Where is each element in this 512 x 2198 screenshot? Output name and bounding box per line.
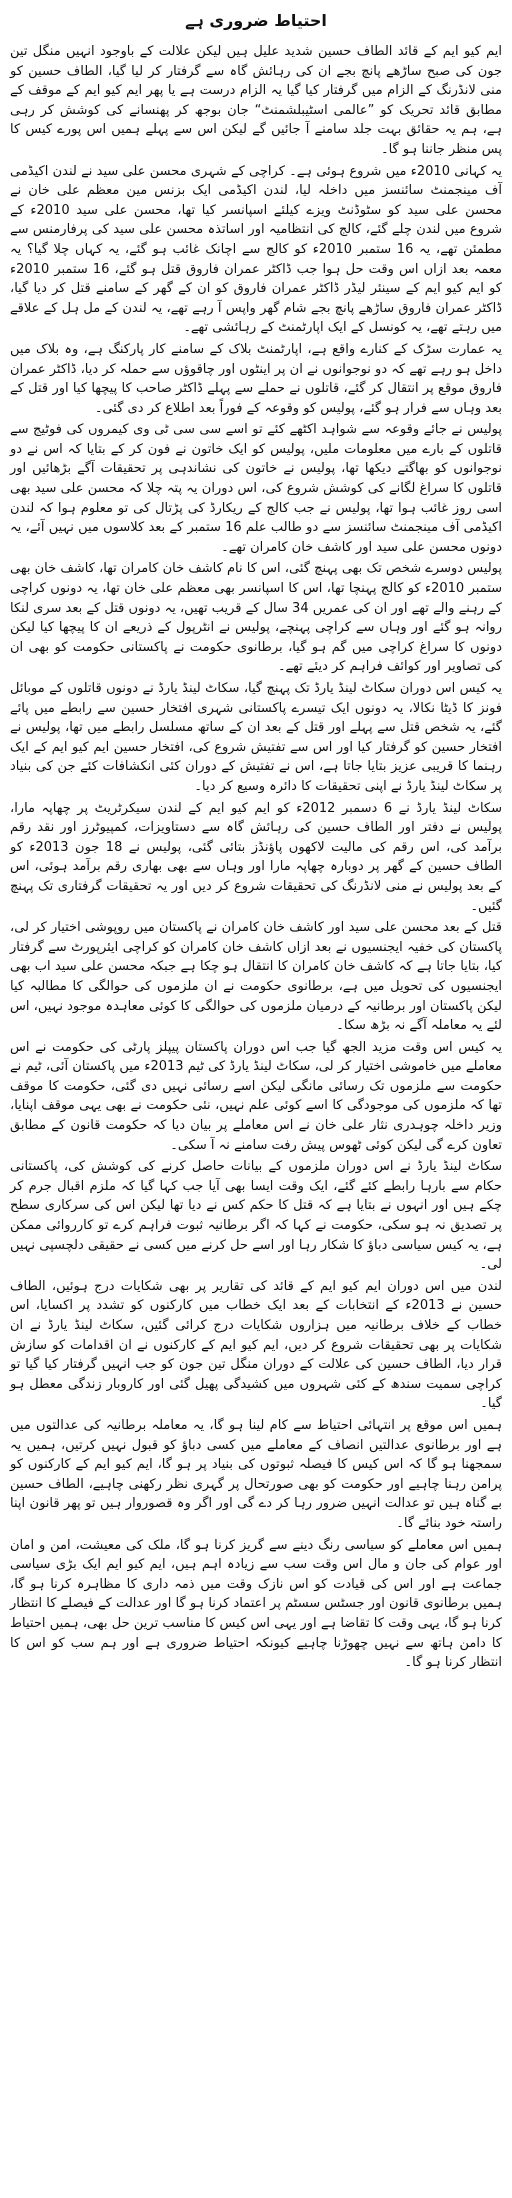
paragraph-12: ہمیں اس موقع پر انتہائی احتیاط سے کام لینا ہو گا، یہ معاملہ برطانیہ کی عدالتوں میں ہے اور برطانوی عدالتیں انصاف کے معاملے میں کسی دباؤ کو قبول نہیں کرتیں، ہمیں یہ سمجھنا ہو گا کہ اس کیس کا فیصلہ ثبوتوں کی بنیاد پر ہو گا، ایم کیو ایم کے کارکنوں کو پرامن رہنا چاہیے اور حکومت کو بھی صورتحال پر گہری نظر رکھنی چاہیے، الطاف حسین بے گناہ ہیں تو عدالت انہیں ضرور رہا کر دے گی اور اگر وہ قصوروار ہیں تو پھر قانون اپنا راستہ خود بنائے گا۔ (10, 1417, 502, 1531)
paragraph-7: سکاٹ لینڈ یارڈ نے 6 دسمبر 2012ء کو ایم کیو ایم کے لندن سیکرٹریٹ پر چھاپہ مارا، پولیس نے دفتر اور الطاف حسین کی رہائش گاہ سے دستاویزات، کمپیوٹرز اور نقد رقم برآمد کی، اس رقم کی مالیت لاکھوں پاؤنڈز بتائی گئی، پولیس نے 18 جون 2013ء کو الطاف حسین کے گھر پر دوبارہ چھاپہ مارا اور وہاں سے بھی بھاری رقم برآمد ہوئی، اس کے بعد پولیس نے منی لانڈرنگ کی تحقیقات شروع کر دیں اور یہ تحقیقات گرفتاری تک پہنچ گئیں۔ (10, 800, 502, 914)
paragraph-11: لندن میں اس دوران ایم کیو ایم کے قائد کی تقاریر پر بھی شکایات درج ہوئیں، الطاف حسین نے 2013ء کے انتخابات کے بعد ایک خطاب میں کارکنوں کو تشدد پر اکسایا، اس خطاب کے خلاف برطانیہ میں ہزاروں شکایات درج کرائی گئیں، سکاٹ لینڈ یارڈ نے ان شکایات پر بھی تحقیقات شروع کر دیں، ایم کیو ایم کے کارکنوں نے ان اقدامات کو سازش قرار دیا، الطاف حسین کی علالت کے دوران منگل تین جون کو جب انہیں گرفتار کیا گیا تو کراچی سمیت سندھ کے کئی شہروں میں کشیدگی پھیل گئی اور کاروبار زندگی معطل ہو گیا۔ (10, 1278, 502, 1412)
paragraph-13: ہمیں اس معاملے کو سیاسی رنگ دینے سے گریز کرنا ہو گا، ملک کی معیشت، امن و امان اور عوام کی جان و مال اس وقت سب سے زیادہ اہم ہیں، ایم کیو ایم ایک بڑی سیاسی جماعت ہے اور اس کی قیادت کو اس نازک وقت میں ذمہ داری کا مظاہرہ کرنا ہو گا، ہمیں برطانوی قانون اور جسٹس سسٹم پر اعتماد کرنا ہو گا اور عدالت کے فیصلے کا انتظار کرنا ہو گا، یہی وقت کا تقاضا ہے اور یہی اس کیس کا مناسب ترین حل بھی، ہمیں احتیاط کا دامن ہاتھ سے نہیں چھوڑنا چاہیے کیونکہ احتیاط ضروری ہے اور ہم سب کو اس کا انتظار کرنا ہو گا۔ (10, 1537, 502, 1671)
paragraph-4: پولیس نے جائے وقوعہ سے شواہد اکٹھے کئے تو اسے سی سی ٹی وی کیمروں کی فوٹیج سے قاتلوں کے بارے میں معلومات ملیں، پولیس کو ایک خاتون نے فون کر کے بتایا کہ اس نے دو نوجوانوں کو بھاگتے دیکھا تھا، پولیس نے خاتون کی نشاندہی پر تحقیقات آگے بڑھائیں اور قاتلوں کا سراغ لگانے کی کوشش شروع کی، اس دوران یہ پتہ چلا کہ محسن علی سید بھی اسی روز غائب ہوا تھا، پولیس نے جب کالج کے ریکارڈ کی پڑتال کی تو معلوم ہوا کہ لندن اکیڈمی آف مینجمنٹ سائنسز سے دو طالب علم 16 ستمبر کے بعد کلاسوں میں نہیں آئے، یہ دونوں محسن علی سید اور کاشف خان کامران تھے۔ (10, 422, 502, 555)
paragraph-1: ایم کیو ایم کے قائد الطاف حسین شدید علیل ہیں لیکن علالت کے باوجود انہیں منگل تین جون کی صبح ساڑھے پانچ بجے ان کی رہائش گاہ سے گرفتار کر لیا گیا، الطاف حسین کو منی لانڈرنگ کے الزام میں گرفتار کیا گیا یہ الزام درست ہے یا پھر ایم کیو ایم کے موقف کے مطابق قائد تحریک کو ”عالمی اسٹیبلشمنٹ“ جان بوجھ کر پھنسانے کی کوشش کر رہی ہے، ہم یہ حقائق بہت جلد سامنے آ جائیں گے لیکن اس سے پہلے ہمیں اس پورے کیس کا پس منظر جاننا ہو گا۔ (10, 44, 502, 157)
paragraph-8: قتل کے بعد محسن علی سید اور کاشف خان کامران نے پاکستان میں روپوشی اختیار کر لی، پاکستان کی خفیہ ایجنسیوں نے بعد ازاں کاشف خان کامران کو کراچی ایئرپورٹ سے گرفتار کیا، بتایا جاتا ہے کہ کاشف خان کامران کا انتقال ہو چکا ہے جبکہ محسن علی سید اب بھی ایجنسیوں کی تحویل میں ہے، برطانوی حکومت نے ان ملزموں کی حوالگی کا مطالبہ کیا لیکن پاکستان اور برطانیہ کے درمیان ملزموں کی حوالگی کا کوئی معاہدہ موجود نہیں، اس لئے یہ معاملہ آگے نہ بڑھ سکا۔ (10, 920, 502, 1034)
paragraph-6: یہ کیس اس دوران سکاٹ لینڈ یارڈ تک پہنچ گیا، سکاٹ لینڈ یارڈ نے دونوں قاتلوں کے موبائل فونز کا ڈیٹا نکالا، یہ دونوں ایک تیسرے پاکستانی شہری افتخار حسین سے رابطے میں پائے گئے، یہ شخص قتل سے پہلے اور قتل کے بعد ان کے ساتھ مسلسل رابطے میں تھا، پولیس نے افتخار حسین کو گرفتار کیا اور اس سے تفتیش شروع کی، افتخار حسین ایم کیو ایم کے ایک رہنما کا قریبی عزیز بتایا جاتا ہے، اس نے تفتیش کے دوران کئی انکشافات کئے جن کی بنیاد پر سکاٹ لینڈ یارڈ نے اپنی تحقیقات کا دائرہ وسیع کر دیا۔ (10, 681, 502, 794)
paragraph-10: سکاٹ لینڈ یارڈ نے اس دوران ملزموں کے بیانات حاصل کرنے کی کوشش کی، پاکستانی حکام سے بارہا رابطے کئے گئے، ایک وقت ایسا بھی آیا جب کہا گیا کہ ملزم اقبال جرم کر چکے ہیں اور انہوں نے بتایا ہے کہ قتل کا حکم کس نے دیا تھا لیکن اس کی سرکاری سطح پر تصدیق نہ ہو سکی، حکومت نے کہا کہ اگر برطانیہ ثبوت فراہم کرے تو کارروائی ممکن ہے، یہ کیس سیاسی دباؤ کا شکار رہا اور اسے حل کرنے میں کسی نے حقیقی دلچسپی نہیں لی۔ (10, 1159, 502, 1273)
paragraph-3: یہ عمارت سڑک کے کنارے واقع ہے، اپارٹمنٹ بلاک کے سامنے کار پارکنگ ہے، وہ بلاک میں داخل ہو رہے تھے کہ دو نوجوانوں نے ان پر اینٹوں اور چاقوؤں سے حملہ کر دیا، ڈاکٹر عمران فاروق موقع پر انتقال کر گئے، قاتلوں نے حملے سے پہلے ڈاکٹر صاحب کا پیچھا کیا اور قتل کے بعد وہاں سے فرار ہو گئے، پولیس کو وقوعہ کے فوراً بعد اطلاع کر دی گئی۔ (10, 341, 502, 416)
article-title: احتیاط ضروری ہے (185, 11, 327, 30)
paragraph-2: یہ کہانی 2010ء میں شروع ہوئی ہے۔ کراچی کے شہری محسن علی سید نے لندن اکیڈمی آف مینجمنٹ سائنسز میں داخلہ لیا، لندن اکیڈمی ایک بزنس مین معظم علی خان نے محسن علی سید کو سٹوڈنٹ ویزے کیلئے اسپانسر کیا تھا، محسن علی سید 2010ء کے شروع میں لندن چلے گئے، کالج کی انتظامیہ اور اساتذہ محسن علی سید کی پرفارمنس سے مطمئن تھے، یہ 16 ستمبر 2010ء کو کالج سے اچانک غائب ہو گئے، یہ کہاں چلا گیا؟ یہ معمہ بعد ازاں اس وقت حل ہوا جب ڈاکٹر عمران فاروق قتل ہو گئے، 16 ستمبر 2010ء کو ایم کیو ایم کے سینئر لیڈر ڈاکٹر عمران فاروق کو ان کے گھر کے سامنے قتل کر دیا گیا، ڈاکٹر عمران فاروق ساڑھے پانچ بجے شام گھر واپس آ رہے تھے، یہ لندن کے مل ہل کے علاقے میں رہتے تھے، یہ کونسل کے ایک اپارٹمنٹ کے رہائشی تھے۔ (10, 163, 502, 336)
paragraph-5: پولیس دوسرے شخص تک بھی پہنچ گئی، اس کا نام کاشف خان کامران تھا، کاشف خان بھی ستمبر 2010ء کو کالج پہنچا تھا، اس کا اسپانسر بھی معظم علی خان تھا، یہ دونوں کراچی کے رہنے والے تھے اور ان کی عمریں 34 سال کے قریب تھیں، یہ دونوں قتل کے بعد سری لنکا روانہ ہو گئے اور وہاں سے کراچی پہنچے، پولیس نے انٹرپول کے ذریعے ان کا پیچھا کیا لیکن دونوں کا سراغ کراچی میں گم ہو گیا، برطانوی حکومت نے پاکستانی حکومت کو بھی ان کی تصاویر اور کوائف فراہم کر دیئے تھے۔ (10, 561, 503, 675)
paragraph-9: یہ کیس اس وقت مزید الجھ گیا جب اس دوران پاکستان پیپلز پارٹی کی حکومت نے اس معاملے میں خاموشی اختیار کر لی، سکاٹ لینڈ یارڈ کی ٹیم 2013ء میں پاکستان آئی، ٹیم نے حکومت سے ملزموں تک رسائی مانگی لیکن اسے رسائی نہیں دی گئی، حکومت کا موقف تھا کہ ملزموں کی موجودگی کا اسے کوئی علم نہیں، نئی حکومت نے بھی یہی موقف اپنایا، وزیر داخلہ چوہدری نثار علی خان نے اس معاملے پر بیان دیا کہ حکومت قانون کے مطابق تعاون کرے گی لیکن کوئی ٹھوس پیش رفت سامنے نہ آ سکی۔ (10, 1039, 503, 1153)
